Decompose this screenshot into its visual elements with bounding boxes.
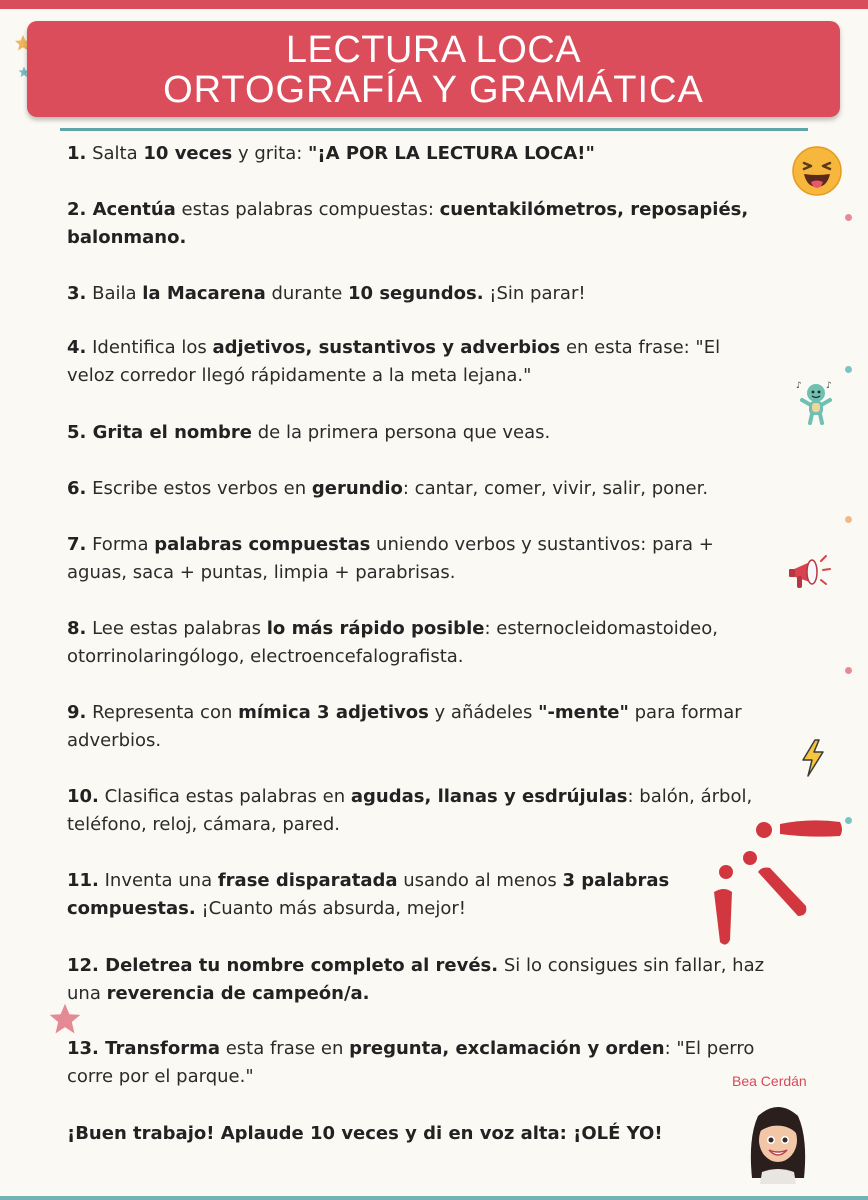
bold-text-segment: 2. Acentúa [67, 199, 176, 220]
activity-item [67, 531, 767, 587]
bold-text-segment: adjetivos, sustantivos y adverbios [212, 337, 561, 358]
text-segment: Salta [86, 143, 144, 164]
text-segment: Identifica los [86, 337, 213, 358]
bold-text-segment: "-mente" [538, 702, 629, 723]
text-segment: : balón, árbol, teléfono, reloj, cámara, pared. [67, 786, 753, 835]
bold-text-segment: ¡Buen trabajo! Aplaude 10 veces y di en voz alta: ¡OLÉ YO! [67, 1123, 663, 1144]
bold-text-segment: 3. [67, 283, 87, 304]
avatar-icon [744, 1098, 812, 1186]
activity-item [67, 952, 767, 1008]
bold-text-segment: 4. [67, 337, 87, 358]
top-border-strip [0, 0, 868, 9]
activity-item [67, 783, 767, 839]
text-segment: y grita: [232, 143, 309, 164]
text-segment: Lee estas palabras [86, 618, 267, 639]
bold-text-segment: pregunta, exclamación y orden [349, 1038, 665, 1059]
title-line-2: ORTOGRAFÍA Y GRAMÁTICA [163, 69, 704, 111]
author-signature: Bea Cerdán [732, 1073, 807, 1089]
bold-text-segment: frase disparatada [217, 870, 398, 891]
bold-text-segment: 10 veces [143, 143, 233, 164]
bold-text-segment: 3 palabras compuestas. [67, 870, 670, 919]
bold-text-segment: 12. Deletrea tu nombre completo al revés. [67, 955, 499, 976]
closing-message [67, 1120, 767, 1148]
text-segment: uniendo verbos y sustantivos: para + aguas, saca + puntas, limpia + parabrisas. [67, 534, 714, 583]
activity-item [67, 280, 767, 308]
text-segment: Baila [86, 283, 143, 304]
bold-text-segment: 10 segundos. [348, 283, 484, 304]
activity-item [67, 419, 767, 447]
text-segment: Si lo consigues sin fallar, haz una [67, 955, 765, 1004]
bold-text-segment: 7. [67, 534, 87, 555]
text-segment: en esta frase: "El veloz corredor llegó rápidamente a la meta lejana." [67, 337, 721, 386]
text-segment: Representa con [86, 702, 239, 723]
svg-text:♪: ♪ [796, 381, 802, 391]
activity-item [67, 1035, 767, 1091]
decorative-dot [845, 516, 852, 523]
bold-text-segment: "¡A POR LA LECTURA LOCA!" [308, 143, 595, 164]
bold-text-segment: palabras compuestas [154, 534, 371, 555]
title-line-1: LECTURA LOCA [285, 29, 582, 71]
activity-item [67, 615, 767, 671]
dancing-character-icon [796, 378, 836, 426]
bold-text-segment: 1. [67, 143, 87, 164]
text-segment: de la primera persona que veas. [252, 422, 551, 443]
bold-text-segment: 10. [67, 786, 99, 807]
activity-item [67, 140, 767, 168]
text-segment: estas palabras compuestas: [175, 199, 440, 220]
bold-text-segment: reverencia de campeón/a. [106, 983, 370, 1004]
bold-text-segment: 9. [67, 702, 87, 723]
activity-item [67, 334, 767, 390]
lightning-icon [800, 739, 826, 777]
decorative-dot [845, 366, 852, 373]
text-segment: para formar adverbios. [67, 702, 742, 751]
text-segment: usando al menos [397, 870, 563, 891]
bold-text-segment: 8. [67, 618, 87, 639]
text-segment: ¡Cuanto más absurda, mejor! [195, 898, 466, 919]
activity-item [67, 196, 767, 252]
decorative-dot [845, 667, 852, 674]
title-divider [60, 128, 808, 131]
text-segment: : cantar, comer, vivir, salir, poner. [402, 478, 709, 499]
laughing-face-icon [791, 145, 843, 197]
text-segment: Escribe estos verbos en [86, 478, 312, 499]
bold-text-segment: lo más rápido posible [266, 618, 485, 639]
bold-text-segment: 5. Grita el nombre [67, 422, 253, 443]
svg-text:♪: ♪ [826, 381, 832, 391]
text-segment: y añádeles [428, 702, 539, 723]
text-segment: : esternocleidomastoideo, otorrinolaringólogo, electroencefalografista. [67, 618, 718, 667]
text-segment: esta frase en [219, 1038, 350, 1059]
exclamation-mark-icon [700, 810, 850, 950]
bold-text-segment: 6. [67, 478, 87, 499]
text-segment: durante [265, 283, 348, 304]
text-segment: ¡Sin parar! [483, 283, 586, 304]
text-segment: Forma [86, 534, 155, 555]
bold-text-segment: agudas, llanas y esdrújulas [350, 786, 628, 807]
title-banner [27, 21, 840, 117]
text-segment: : "El perro corre por el parque." [67, 1038, 755, 1087]
text-segment: Clasifica estas palabras en [98, 786, 351, 807]
activity-item [67, 867, 767, 923]
bold-text-segment: cuentakilómetros, reposapiés, balonmano. [67, 199, 749, 248]
bottom-border-strip [0, 1196, 868, 1200]
activity-item [67, 475, 767, 503]
bold-text-segment: 13. Transforma [67, 1038, 220, 1059]
bold-text-segment: gerundio [311, 478, 403, 499]
megaphone-icon [788, 552, 834, 594]
bold-text-segment: mímica 3 adjetivos [238, 702, 429, 723]
bold-text-segment: la Macarena [142, 283, 266, 304]
activity-item [67, 699, 767, 755]
text-segment: Inventa una [98, 870, 218, 891]
bold-text-segment: 11. [67, 870, 99, 891]
decorative-dot [845, 214, 852, 221]
